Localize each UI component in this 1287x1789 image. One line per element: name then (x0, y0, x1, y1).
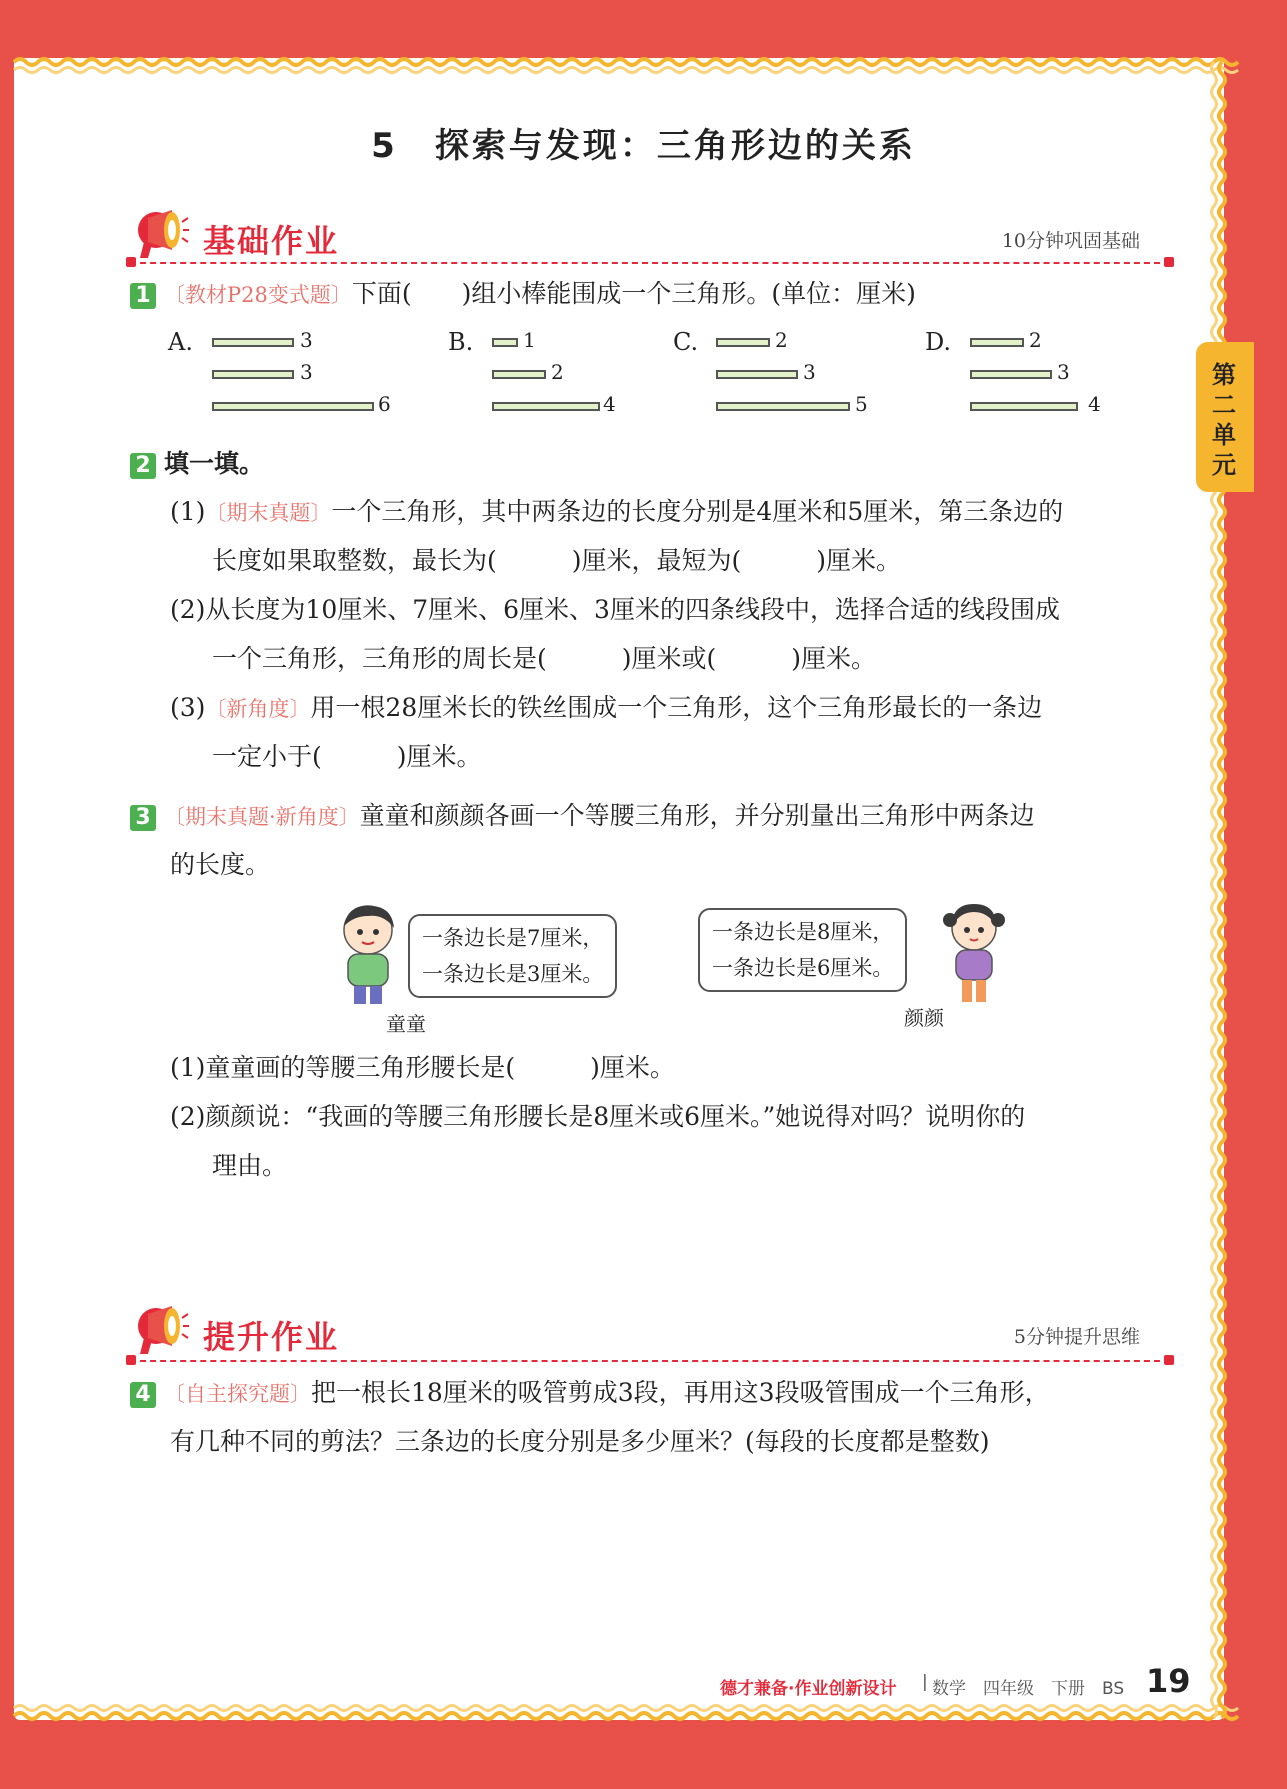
q2-part3-line1 (170, 690, 1042, 727)
stick-label: 2 (1029, 328, 1042, 352)
girl-illustration (940, 898, 1010, 1008)
megaphone-icon (130, 1302, 190, 1358)
bubble-left-line: 一条边长是7厘米， (422, 926, 604, 950)
footer-meta: 数学 四年级 下册 BS (932, 1679, 1125, 1699)
q4-number-badge: 4 (130, 1382, 156, 1408)
section-advanced-divider (130, 1360, 1170, 1362)
q3-part1: (1)童童画的等腰三角形腰长是( )厘米。 (170, 1053, 675, 1082)
stick-label: 4 (1088, 392, 1101, 416)
stick-label: 6 (378, 392, 391, 416)
stick (212, 370, 294, 379)
bubble-right-line: 一条边长是6厘米。 (712, 956, 894, 980)
q2-part2-line2: 一个三角形，三角形的周长是( )厘米或( )厘米。 (212, 644, 877, 673)
q1-tag: 〔教材P28变式题〕 (163, 283, 352, 307)
q3-part2-line2: 理由。 (212, 1151, 288, 1180)
stick-label: 1 (523, 328, 536, 352)
bubble-left-line: 一条边长是3厘米。 (422, 962, 604, 986)
section-advanced-heading (130, 1302, 1140, 1362)
megaphone-icon (130, 206, 190, 262)
q4-text: 把一根长18厘米的吸管剪成3段，再用这3段吸管围成一个三角形， (310, 1378, 1050, 1407)
unit-side-tab (1196, 342, 1254, 492)
q3-stem-line2: 的长度。 (170, 850, 271, 879)
q1-option-letter: B. (448, 328, 474, 356)
boy-illustration (334, 900, 404, 1010)
section-basic-divider (130, 262, 1170, 264)
footer-divider: | (922, 1672, 928, 1692)
q2-part1-index: (1) (170, 497, 206, 526)
q4-tag: 〔自主探究题〕 (163, 1382, 311, 1406)
stick (716, 370, 798, 379)
stick (492, 370, 546, 379)
section-basic-heading (130, 206, 1140, 266)
q1-stem (130, 276, 916, 313)
unit-side-tab-label: 第二单元 (1212, 361, 1236, 479)
stick-label: 3 (1057, 360, 1070, 384)
q3-stem-line1 (130, 798, 1035, 835)
q4-stem-line1 (130, 1375, 1050, 1412)
q3-text: 童童和颜颜各画一个等腰三角形，并分别量出三角形中两条边 (359, 801, 1035, 830)
q2-part1-line2: 长度如果取整数，最长为( )厘米，最短为( )厘米。 (212, 546, 902, 575)
q2-part1-line1 (170, 494, 1063, 531)
page-number: 19 (1146, 1662, 1191, 1700)
q2-title: 填一填。 (163, 449, 264, 478)
section-basic-subtitle: 10分钟巩固基础 (1001, 230, 1140, 252)
section-advanced-label: 提升作业 (203, 1318, 340, 1356)
q2-number-badge: 2 (130, 453, 156, 479)
q1-text: 下面( )组小棒能围成一个三角形。(单位：厘米) (351, 279, 916, 308)
stick-label: 3 (300, 360, 313, 384)
page-title: 5 探索与发现：三角形边的关系 (371, 126, 916, 166)
stick-label: 3 (300, 328, 313, 352)
q3-part2-line1: (2)颜颜说：“我画的等腰三角形腰长是8厘米或6厘米。”她说得对吗？说明你的 (170, 1102, 1026, 1131)
q4-stem-line2: 有几种不同的剪法？三条边的长度分别是多少厘米？(每段的长度都是整数) (170, 1427, 990, 1456)
stick (970, 370, 1052, 379)
q3-number-badge: 3 (130, 805, 156, 831)
q2-part1-tag: 〔期末真题〕 (205, 501, 332, 525)
kid-name-tongtong: 童童 (386, 1012, 426, 1036)
q2-part2-line1: (2)从长度为10厘米、7厘米、6厘米、3厘米的四条线段中，选择合适的线段围成 (170, 595, 1060, 624)
q2-part3-text: 用一根28厘米长的铁丝围成一个三角形，这个三角形最长的一条边 (310, 693, 1043, 722)
bubble-right-line: 一条边长是8厘米， (712, 920, 894, 944)
section-basic-label: 基础作业 (203, 222, 340, 260)
q2-part3-line2: 一定小于( )厘米。 (212, 742, 482, 771)
kid-name-yanyan: 颜颜 (904, 1006, 944, 1030)
stick-label: 2 (551, 360, 564, 384)
stick (716, 338, 770, 347)
q1-option-letter: C. (673, 328, 699, 356)
q1-option-letter: A. (168, 328, 193, 356)
stick-label: 5 (855, 392, 868, 416)
q2-part3-tag: 〔新角度〕 (205, 697, 311, 721)
speech-bubble-left (408, 914, 617, 998)
stick-label: 4 (603, 392, 616, 416)
q1-number-badge: 1 (130, 283, 156, 309)
stick (716, 402, 850, 411)
stick (492, 338, 518, 347)
stick (212, 338, 294, 347)
speech-bubble-right (698, 908, 907, 992)
stick (212, 402, 374, 411)
q2-stem (130, 446, 264, 482)
q2-part1-text: 一个三角形，其中两条边的长度分别是4厘米和5厘米，第三条边的 (331, 497, 1064, 526)
q2-part3-index: (3) (170, 693, 206, 722)
stick (970, 338, 1024, 347)
q1-option-letter: D. (925, 328, 952, 356)
stick (492, 402, 600, 411)
stick (970, 402, 1078, 411)
q3-tag: 〔期末真题·新角度〕 (163, 805, 360, 829)
stick-label: 2 (775, 328, 788, 352)
stick-label: 3 (803, 360, 816, 384)
footer-brand: 德才兼备·作业创新设计 (720, 1679, 897, 1699)
section-advanced-subtitle: 5分钟提升思维 (1013, 1326, 1140, 1348)
